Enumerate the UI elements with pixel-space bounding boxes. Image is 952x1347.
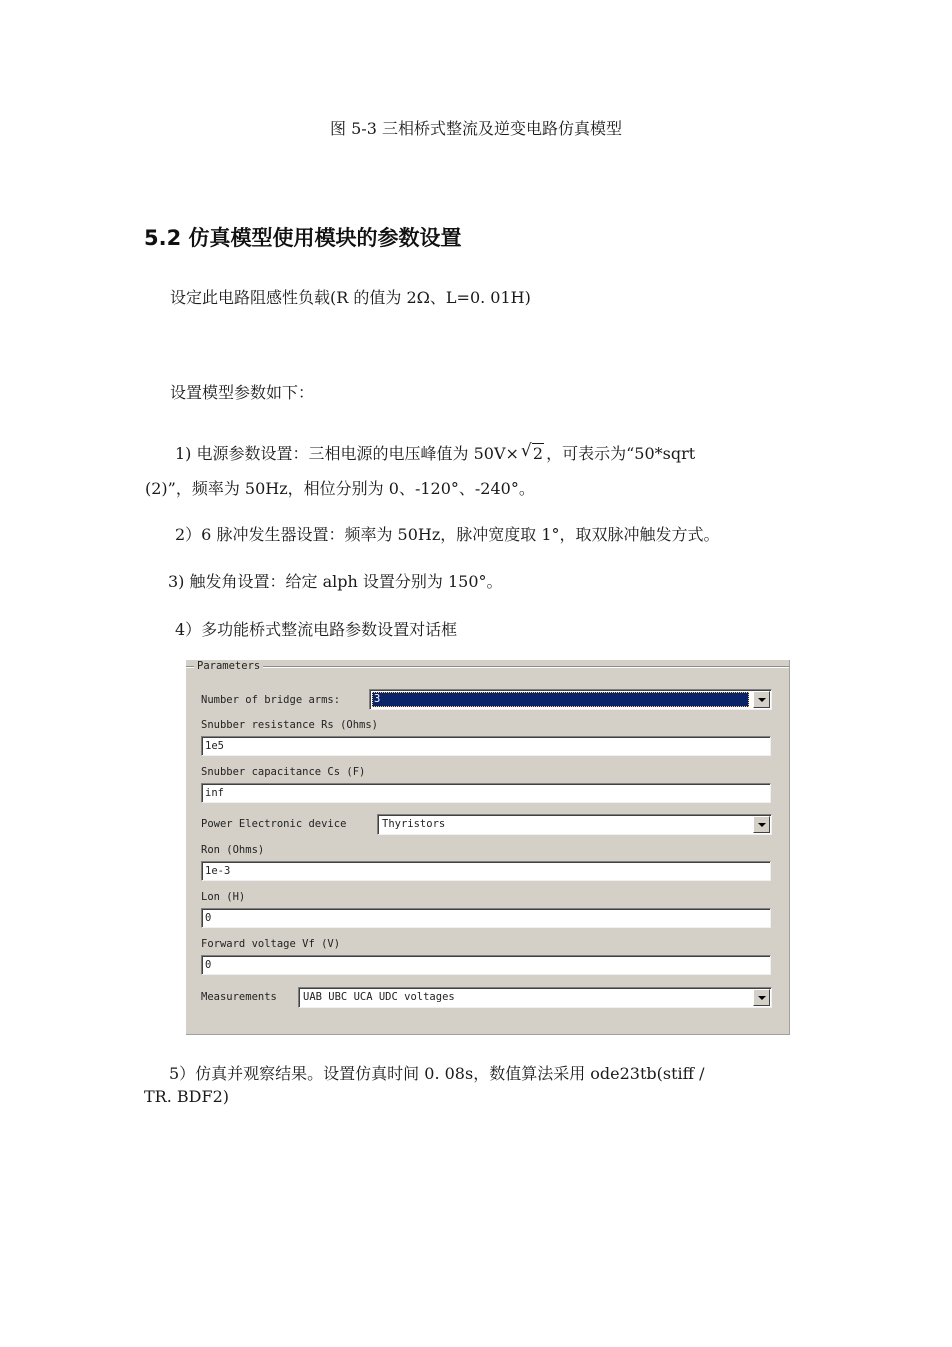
ron-label: Ron (Ohms) xyxy=(201,844,265,856)
ron-input[interactable]: 1e-3 xyxy=(201,861,771,881)
item1-line2: (2)”，频率为 50Hz，相位分别为 0、-120°、-240°。 xyxy=(145,479,535,498)
intro-paragraph: 设置模型参数如下： xyxy=(170,383,315,402)
item2-paragraph: 2）6 脉冲发生器设置：频率为 50Hz，脉冲宽度取 1°，取双脉冲触发方式。 xyxy=(175,525,720,544)
item4-paragraph: 4）多功能桥式整流电路参数设置对话框 xyxy=(175,620,458,639)
figure-caption: 图 5-3 三相桥式整流及逆变电路仿真模型 xyxy=(330,119,622,138)
item3-paragraph: 3) 触发角设置：给定 alph 设置分别为 150°。 xyxy=(168,572,503,591)
item1-text-a: 1) 电源参数设置：三相电源的电压峰值为 50V× xyxy=(175,444,519,463)
item1-line1 xyxy=(175,441,695,464)
measurements-value: UAB UBC UCA UDC voltages xyxy=(303,991,455,1003)
bridge-arms-value: 3 xyxy=(374,693,381,705)
radical-icon: √ xyxy=(520,441,532,461)
chevron-down-icon[interactable] xyxy=(753,816,770,833)
snubber-capacitance-input[interactable]: inf xyxy=(201,783,771,803)
item5-line2: TR. BDF2) xyxy=(144,1087,229,1106)
device-value: Thyristors xyxy=(382,818,446,830)
parameters-dialog xyxy=(186,660,790,1035)
group-border xyxy=(186,666,789,668)
lon-label: Lon (H) xyxy=(201,891,246,903)
selection-highlight xyxy=(372,692,749,707)
sqrt-symbol xyxy=(520,441,544,463)
bridge-arms-label: Number of bridge arms: xyxy=(201,694,341,706)
group-title: Parameters xyxy=(194,660,263,672)
snubber-capacitance-label: Snubber capacitance Cs (F) xyxy=(201,766,366,778)
lon-input[interactable]: 0 xyxy=(201,908,771,928)
snubber-resistance-label: Snubber resistance Rs (Ohms) xyxy=(201,719,379,731)
device-select[interactable] xyxy=(377,814,772,835)
device-label: Power Electronic device xyxy=(201,818,347,830)
load-paragraph: 设定此电路阻感性负载(R 的值为 2Ω、L=0. 01H) xyxy=(170,288,531,307)
item5-line1: 5）仿真并观察结果。设置仿真时间 0. 08s，数值算法采用 ode23tb(stiff / xyxy=(169,1064,705,1083)
section-heading: 5.2 仿真模型使用模块的参数设置 xyxy=(144,226,462,250)
chevron-down-icon[interactable] xyxy=(753,691,770,708)
measurements-select[interactable] xyxy=(298,987,772,1008)
radicand: 2 xyxy=(532,444,544,463)
forward-voltage-input[interactable]: 0 xyxy=(201,955,771,975)
forward-voltage-label: Forward voltage Vf (V) xyxy=(201,938,341,950)
item1-text-b: ，可表示为“50*sqrt xyxy=(546,444,696,463)
chevron-down-icon[interactable] xyxy=(753,989,770,1006)
bridge-arms-select[interactable] xyxy=(369,689,772,710)
measurements-label: Measurements xyxy=(201,991,277,1003)
snubber-resistance-input[interactable]: 1e5 xyxy=(201,736,771,756)
